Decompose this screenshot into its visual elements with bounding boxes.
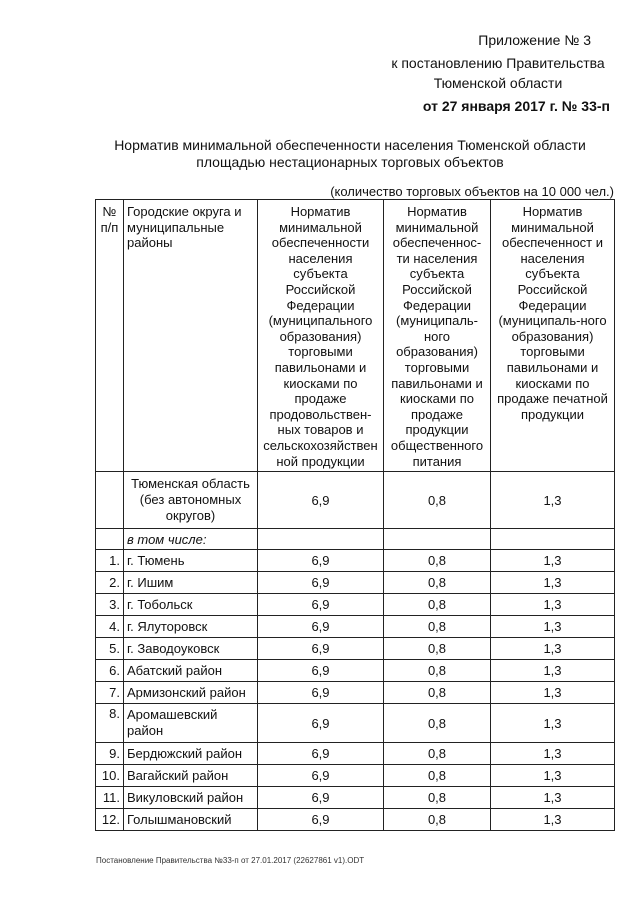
row-print-cell: 1,3 <box>491 787 615 809</box>
resolution-date-number: от 27 января 2017 г. № 33-п <box>422 98 610 114</box>
row-number-cell: 3. <box>96 594 124 616</box>
row-number-cell: 1. <box>96 550 124 572</box>
row-catering-cell: 0,8 <box>384 682 491 704</box>
row-print-cell: 1,3 <box>491 704 615 743</box>
row-food-cell: 6,9 <box>258 765 384 787</box>
row-name-cell: г. Тюмень <box>124 550 258 572</box>
appendix-label: Приложение № 3 <box>478 32 591 48</box>
table-row <box>96 765 615 787</box>
resolution-line-2: Тюменской области <box>433 75 563 91</box>
header-number: № п/п <box>96 200 124 472</box>
row-number-cell: 10. <box>96 765 124 787</box>
row-catering-cell: 0,8 <box>384 765 491 787</box>
row-name-cell: Голышмановский <box>124 809 258 831</box>
row-print-cell: 1,3 <box>491 550 615 572</box>
total-number-cell <box>96 472 124 529</box>
table-row <box>96 682 615 704</box>
row-catering-cell: 0,8 <box>384 572 491 594</box>
total-print-cell: 1,3 <box>491 472 615 529</box>
row-food-cell: 6,9 <box>258 572 384 594</box>
row-food-cell: 6,9 <box>258 743 384 765</box>
resolution-reference <box>378 53 618 93</box>
row-food-cell: 6,9 <box>258 809 384 831</box>
including-empty-cell <box>258 529 384 550</box>
row-number-cell: 2. <box>96 572 124 594</box>
row-food-cell: 6,9 <box>258 787 384 809</box>
table-row <box>96 594 615 616</box>
row-number-cell: 6. <box>96 660 124 682</box>
row-number-cell: 9. <box>96 743 124 765</box>
header-catering-norm: Норматив минимальной обеспеченнос-ти населения субъекта Российской Федерации (муниципаль-ного образования) торговыми павильонами и киосками по продаже продукции общественного питания <box>384 200 491 472</box>
total-catering-cell: 0,8 <box>384 472 491 529</box>
row-catering-cell: 0,8 <box>384 638 491 660</box>
table-row <box>96 616 615 638</box>
row-number-cell: 7. <box>96 682 124 704</box>
table-row <box>96 787 615 809</box>
including-number-cell <box>96 529 124 550</box>
row-catering-cell: 0,8 <box>384 809 491 831</box>
row-food-cell: 6,9 <box>258 682 384 704</box>
row-name-cell: Викуловский район <box>124 787 258 809</box>
row-food-cell: 6,9 <box>258 638 384 660</box>
row-number-cell: 5. <box>96 638 124 660</box>
including-empty-cell <box>384 529 491 550</box>
total-food-cell: 6,9 <box>258 472 384 529</box>
document-title <box>90 137 610 171</box>
row-catering-cell: 0,8 <box>384 616 491 638</box>
row-food-cell: 6,9 <box>258 660 384 682</box>
document-footer: Постановление Правительства №33-п от 27.01.2017 (22627861 v1).ODT <box>96 856 365 865</box>
row-name-cell: г. Тобольск <box>124 594 258 616</box>
table-row <box>96 704 615 743</box>
row-name-cell: г. Ялуторовск <box>124 616 258 638</box>
resolution-line-1: к постановлению Правительства <box>391 55 605 71</box>
title-line-2: площадью нестационарных торговых объектов <box>196 154 504 170</box>
row-number-cell: 12. <box>96 809 124 831</box>
row-number-cell: 4. <box>96 616 124 638</box>
table-row <box>96 572 615 594</box>
row-food-cell: 6,9 <box>258 550 384 572</box>
row-print-cell: 1,3 <box>491 765 615 787</box>
units-note: (количество торговых объектов на 10 000 чел.) <box>330 184 614 199</box>
row-catering-cell: 0,8 <box>384 787 491 809</box>
row-catering-cell: 0,8 <box>384 660 491 682</box>
row-print-cell: 1,3 <box>491 743 615 765</box>
header-municipality: Городские округа и муниципальные районы <box>124 200 258 472</box>
norms-table <box>95 199 615 831</box>
table-row <box>96 809 615 831</box>
row-food-cell: 6,9 <box>258 704 384 743</box>
row-name-cell: Вагайский район <box>124 765 258 787</box>
row-print-cell: 1,3 <box>491 809 615 831</box>
row-catering-cell: 0,8 <box>384 743 491 765</box>
total-name-cell: Тюменская область (без автономных округов) <box>124 472 258 529</box>
table-row-total <box>96 472 615 529</box>
row-name-cell: Аромашевский район <box>124 704 258 743</box>
row-print-cell: 1,3 <box>491 682 615 704</box>
including-empty-cell <box>491 529 615 550</box>
table-header-row <box>96 200 615 472</box>
row-print-cell: 1,3 <box>491 594 615 616</box>
row-number-cell: 11. <box>96 787 124 809</box>
row-catering-cell: 0,8 <box>384 704 491 743</box>
row-number-cell: 8. <box>96 704 124 743</box>
including-label: в том числе: <box>124 529 258 550</box>
header-food-norm: Норматив минимальной обеспеченности населения субъекта Российской Федерации (муниципального образования) торговыми павильонами и киосками по продаже продовольствен-ных товаров и сельскохозяйствен ной продукции <box>258 200 384 472</box>
row-name-cell: г. Ишим <box>124 572 258 594</box>
row-name-cell: Бердюжский район <box>124 743 258 765</box>
table-row <box>96 638 615 660</box>
row-name-cell: Абатский район <box>124 660 258 682</box>
row-print-cell: 1,3 <box>491 638 615 660</box>
row-name-cell: г. Заводоуковск <box>124 638 258 660</box>
table-row-including <box>96 529 615 550</box>
row-print-cell: 1,3 <box>491 616 615 638</box>
title-line-1: Норматив минимальной обеспеченности населения Тюменской области <box>114 137 586 153</box>
row-catering-cell: 0,8 <box>384 594 491 616</box>
row-food-cell: 6,9 <box>258 594 384 616</box>
row-food-cell: 6,9 <box>258 616 384 638</box>
row-print-cell: 1,3 <box>491 660 615 682</box>
header-print-norm: Норматив минимальной обеспеченност и населения субъекта Российской Федерации (муниципаль-ного образования) торговыми павильонами и киосками по продаже печатной продукции <box>491 200 615 472</box>
table-row <box>96 550 615 572</box>
row-name-cell: Армизонский район <box>124 682 258 704</box>
table-row <box>96 660 615 682</box>
row-print-cell: 1,3 <box>491 572 615 594</box>
row-catering-cell: 0,8 <box>384 550 491 572</box>
table-row <box>96 743 615 765</box>
